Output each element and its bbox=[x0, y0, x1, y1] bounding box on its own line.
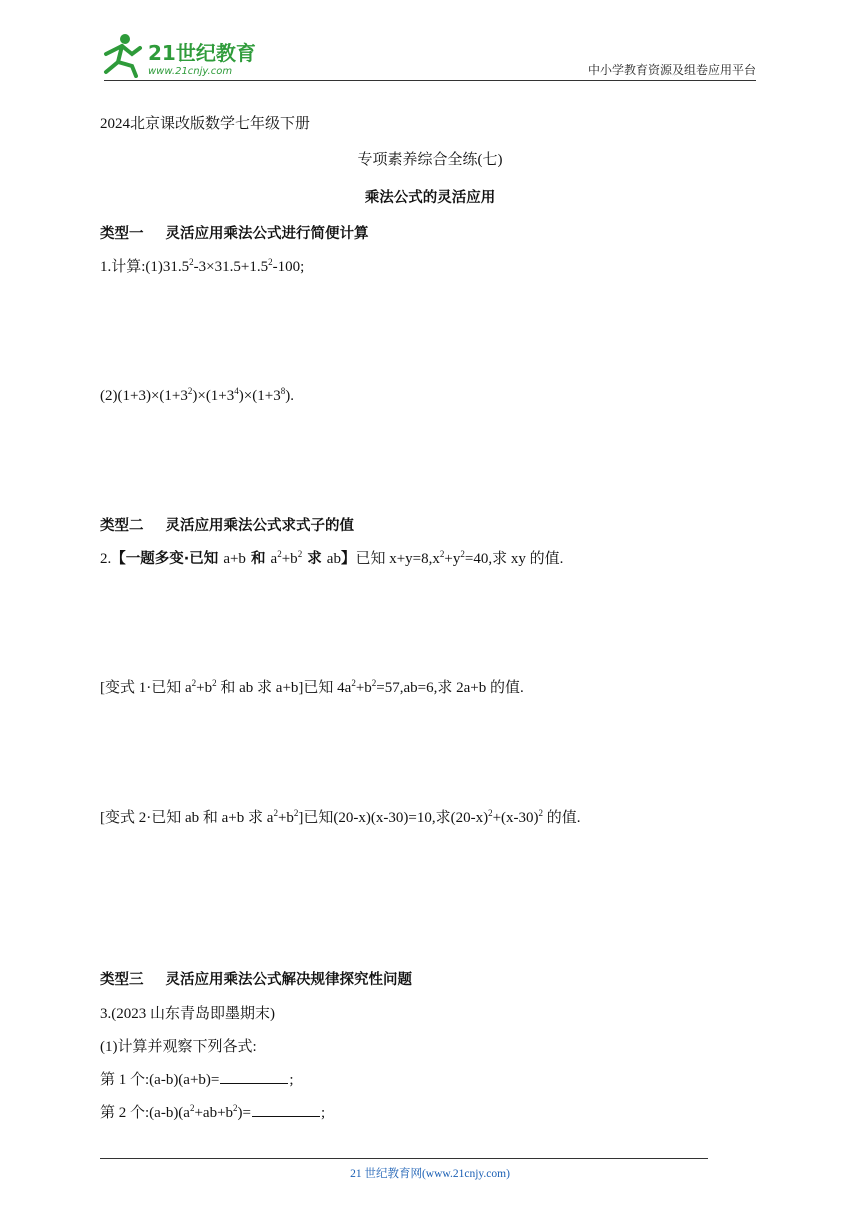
logo-text: 21世纪教育 bbox=[148, 41, 256, 65]
answer-blank-1[interactable] bbox=[220, 1071, 288, 1084]
platform-name: 中小学教育资源及组卷应用平台 bbox=[587, 63, 756, 77]
question-2: 2.【一题多变·已知 a+b 和 $a^2+b^2$ 求 ab】已知 $x+y=8,x^2+y^2=40$,求 xy 的值. bbox=[100, 549, 564, 567]
question-3-item-1: 第 1 个:(a-b)(a+b)= ; bbox=[100, 1072, 294, 1088]
logo-url: www.21cnjy.com bbox=[148, 66, 233, 77]
answer-blank-2[interactable] bbox=[252, 1104, 320, 1117]
book-title: 2024北京课改版数学七年级下册 bbox=[100, 116, 311, 132]
question-1-part-2: $(2)(1+3)\times(1+3^2)\times(1+3^4)\times(1+3^8)$. bbox=[100, 386, 294, 404]
footer-text: 21 世纪教育网(www.21cnjy.com) bbox=[350, 1168, 510, 1180]
site-logo bbox=[92, 32, 262, 78]
series-title: 专项素养综合全练(七) bbox=[357, 152, 503, 168]
question-1-part-1: 1.计算$:(1)31.5^2-3\times 31.5+1.5^2-100$; bbox=[100, 257, 305, 275]
question-3-source: 3.(2023 山东青岛即墨期末) bbox=[100, 1006, 275, 1022]
question-3-part-1: (1)计算并观察下列各式: bbox=[100, 1039, 257, 1055]
question-2-variant-2: [变式 2·已知 ab 和 a+b 求 $a^2+b^2$]已知(20-x)(x-30)=10,求$(20-x)^2+(x-30)^2$ 的值. bbox=[100, 808, 581, 826]
runner-icon bbox=[106, 34, 140, 76]
section-heading-type1: 类型一 灵活应用乘法公式进行简便计算 bbox=[100, 226, 369, 242]
question-3-item-2: 第 2 个$:(a-b)(a^2+ab+b^2)=$ ; bbox=[100, 1103, 326, 1121]
page-title: 乘法公式的灵活应用 bbox=[364, 190, 496, 206]
section-heading-type2: 类型二 灵活应用乘法公式求式子的值 bbox=[100, 518, 354, 534]
footer-divider bbox=[100, 1158, 708, 1159]
question-2-variant-1: [变式 1·已知 $a^2+b^2$ 和 ab 求 a+b]已知 $4a^2+b^2=57,ab=6$,求 2a+b 的值. bbox=[100, 678, 524, 696]
header-divider bbox=[104, 80, 756, 81]
section-heading-type3: 类型三 灵活应用乘法公式解决规律探究性问题 bbox=[100, 972, 412, 988]
